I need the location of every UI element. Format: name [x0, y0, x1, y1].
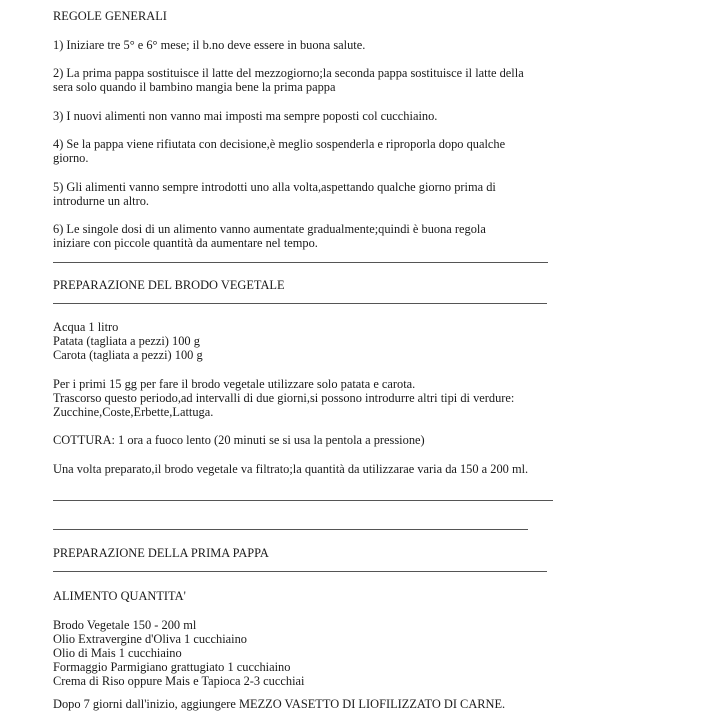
section-title-broth: PREPARAZIONE DEL BRODO VEGETALE [53, 278, 285, 292]
broth-note: Zucchine,Coste,Erbette,Lattuga. [53, 405, 214, 419]
meal-item: Olio di Mais 1 cucchiaino [53, 646, 182, 660]
meal-item: Crema di Riso oppure Mais e Tapioca 2-3 cucchiai [53, 674, 305, 688]
meal-item: Brodo Vegetale 150 - 200 ml [53, 618, 197, 632]
divider [53, 500, 553, 501]
meal-item: Olio Extravergine d'Oliva 1 cucchiaino [53, 632, 247, 646]
section-title-first-meal: PREPARAZIONE DELLA PRIMA PAPPA [53, 546, 269, 560]
broth-final: Una volta preparato,il brodo vegetale va filtrato;la quantità da utilizzarae varia da 150 a 200 ml. [53, 462, 529, 476]
broth-ingredient: Patata (tagliata a pezzi) 100 g [53, 334, 200, 348]
divider [53, 262, 548, 263]
section-title-rules: REGOLE GENERALI [53, 9, 167, 23]
rule-5-line-2: introdurne un altro. [53, 194, 150, 208]
meal-item: Formaggio Parmigiano grattugiato 1 cucchiaino [53, 660, 291, 674]
meal-after-note: Dopo 7 giorni dall'inizio, aggiungere MEZZO VASETTO DI LIOFILIZZATO DI CARNE. [53, 697, 506, 711]
broth-ingredient: Acqua 1 litro [53, 320, 119, 334]
divider [53, 303, 547, 304]
rule-2-line-1: 2) La prima pappa sostituisce il latte del mezzogiorno;la seconda pappa sostituisce il latte della [53, 66, 524, 80]
rule-6-line-1: 6) Le singole dosi di un alimento vanno aumentate gradualmente;quindi è buona regola [53, 222, 486, 236]
broth-ingredient: Carota (tagliata a pezzi) 100 g [53, 348, 203, 362]
divider [53, 571, 547, 572]
rule-3: 3) I nuovi alimenti non vanno mai imposti ma sempre poposti col cucchiaino. [53, 109, 438, 123]
broth-note: Per i primi 15 gg per fare il brodo vegetale utilizzare solo patata e carota. [53, 377, 416, 391]
rule-2-line-2: sera solo quando il bambino mangia bene la prima pappa [53, 80, 336, 94]
table-header: ALIMENTO QUANTITA' [53, 589, 186, 603]
rule-4-line-2: giorno. [53, 151, 89, 165]
broth-cooking: COTTURA: 1 ora a fuoco lento (20 minuti se si usa la pentola a pressione) [53, 433, 425, 447]
rule-6-line-2: iniziare con piccole quantità da aumentare nel tempo. [53, 236, 318, 250]
rule-1: 1) Iniziare tre 5° e 6° mese; il b.no deve essere in buona salute. [53, 38, 366, 52]
divider [53, 529, 528, 530]
rule-5-line-1: 5) Gli alimenti vanno sempre introdotti uno alla volta,aspettando qualche giorno prima di [53, 180, 496, 194]
broth-note: Trascorso questo periodo,ad intervalli di due giorni,si possono introdurre altri tipi di verdure: [53, 391, 515, 405]
rule-4-line-1: 4) Se la pappa viene rifiutata con decisione,è meglio sospenderla e riproporla dopo qualche [53, 137, 506, 151]
